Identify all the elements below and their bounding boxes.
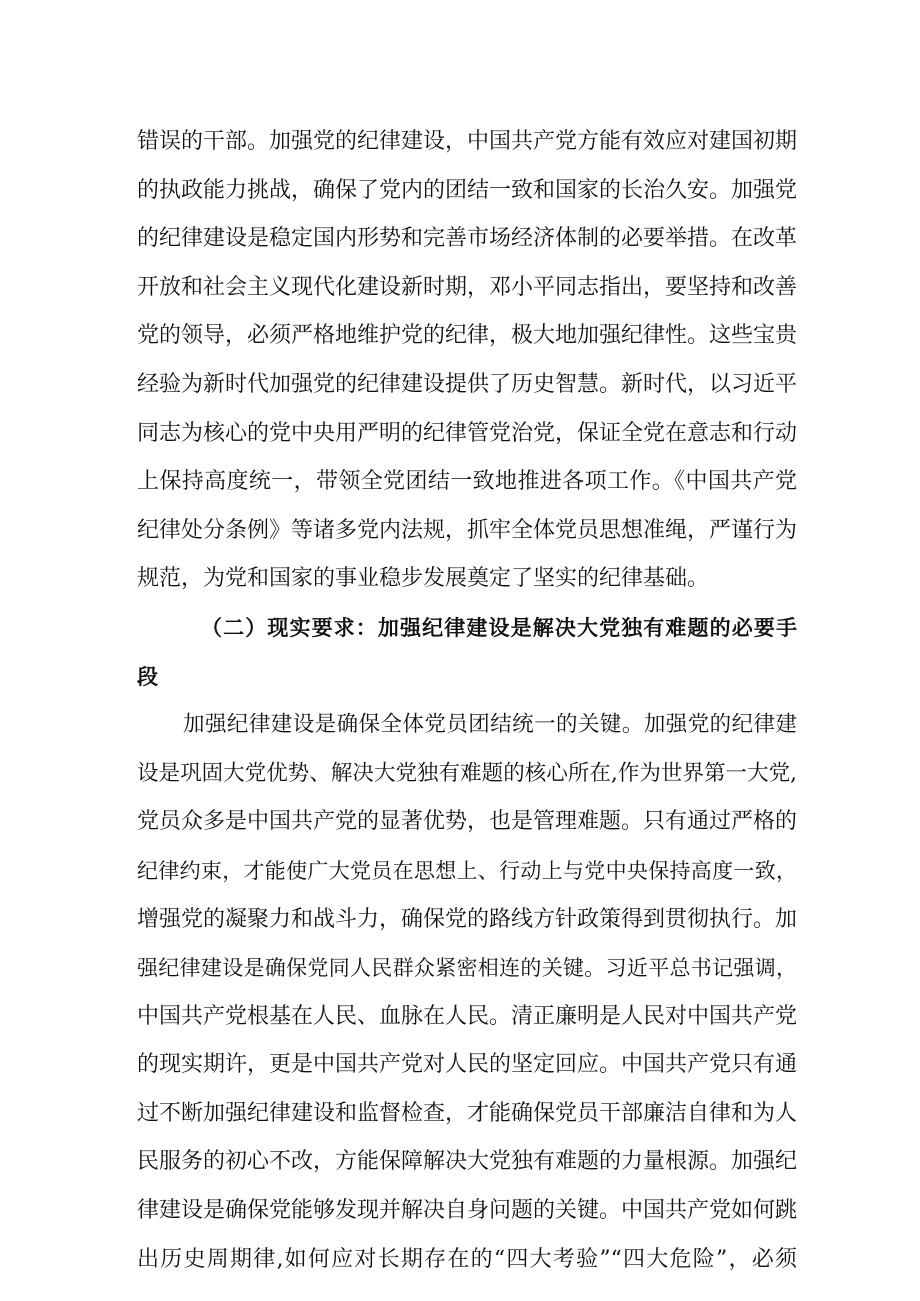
text-line: 党员众多是中国共产党的显著优势，也是管理难题。只有通过严格的 bbox=[137, 809, 798, 835]
text-line: 错误的干部。加强党的纪律建设，中国共产党方能有效应对建国初期 bbox=[137, 129, 798, 154]
text-line: 开放和社会主义现代化建设新时期，邓小平同志指出，要坚持和改善 bbox=[137, 274, 798, 300]
text-line: 党的领导，必须严格地维护党的纪律，极大地加强纪律性。这些宝贵 bbox=[137, 323, 798, 349]
text-line: 的执政能力挑战，确保了党内的团结一致和国家的长治久安。加强党 bbox=[137, 177, 798, 203]
text-line: 纪律处分条例》等诸多党内法规，抓牢全体党员思想准绳，严谨行为 bbox=[137, 517, 798, 543]
text-line: 出历史周期律,如何应对长期存在的“四大考验”“四大危险”，必须 bbox=[137, 1246, 797, 1272]
text-line: 过不断加强纪律建设和监督检查，才能确保党员干部廉洁自律和为人 bbox=[137, 1100, 798, 1126]
text-line: 中国共产党根基在人民、血脉在人民。清正廉明是人民对中国共产党 bbox=[137, 1003, 798, 1029]
text-line: 加强纪律建设是确保全体党员团结统一的关键。加强党的纪律建 bbox=[183, 712, 797, 738]
text-line: 增强党的凝聚力和战斗力，确保党的路线方针政策得到贯彻执行。加 bbox=[137, 906, 798, 932]
text-line: 上保持高度统一，带领全党团结一致地推进各项工作。《中国共产党 bbox=[137, 469, 797, 495]
section-heading: （二）现实要求：加强纪律建设是解决大党独有难题的必要手 bbox=[201, 615, 797, 640]
body-text bbox=[137, 118, 797, 1284]
text-line: 设是巩固大党优势、解决大党独有难题的核心所在,作为世界第一大党, bbox=[137, 760, 797, 786]
text-line: 律建设是确保党能够发现并解决自身问题的关键。中国共产党如何跳 bbox=[137, 1198, 798, 1224]
text-line: 强纪律建设是确保党同人民群众紧密相连的关键。习近平总书记强调， bbox=[137, 956, 797, 981]
text-line: 的纪律建设是稳定国内形势和完善市场经济体制的必要举措。在改革 bbox=[137, 226, 798, 252]
text-line: 民服务的初心不改，方能保障解决大党独有难题的力量根源。加强纪 bbox=[137, 1149, 798, 1175]
text-line: 同志为核心的党中央用严明的纪律管党治党，保证全党在意志和行动 bbox=[137, 420, 798, 446]
text-line: 纪律约束，才能使广大党员在思想上、行动上与党中央保持高度一致， bbox=[137, 858, 797, 883]
text-line: 经验为新时代加强党的纪律建设提供了历史智慧。新时代，以习近平 bbox=[137, 371, 798, 397]
text-line: 规范，为党和国家的事业稳步发展奠定了坚实的纪律基础。 bbox=[137, 566, 710, 592]
text-line: 的现实期许，更是中国共产党对人民的坚定回应。中国共产党只有通 bbox=[137, 1052, 798, 1078]
section-heading-continued: 段 bbox=[137, 664, 158, 689]
